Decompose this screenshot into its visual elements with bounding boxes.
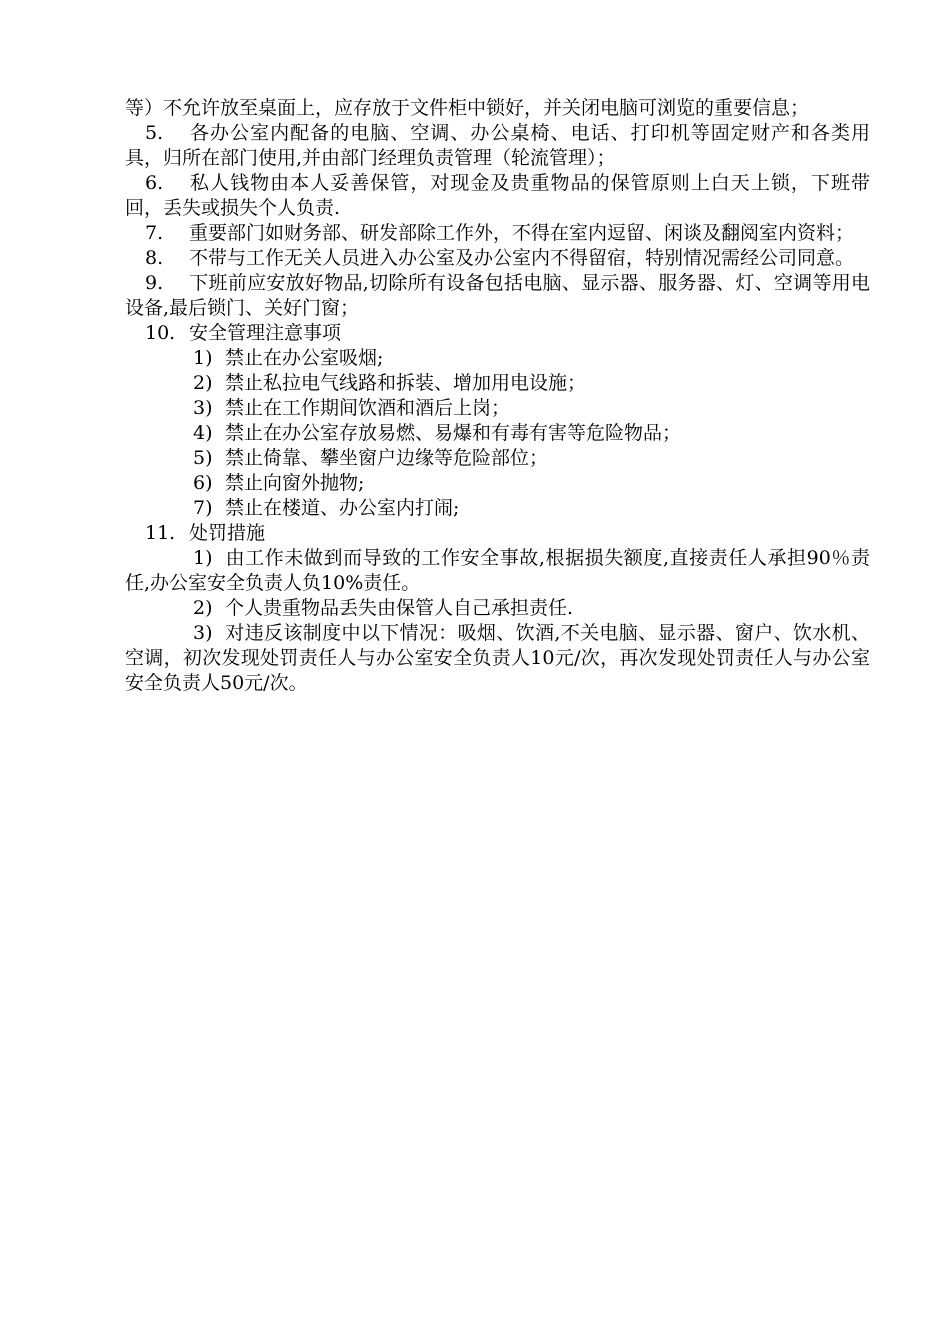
sub-item-number: 5) [193, 447, 213, 469]
sub-item-number: 1) [193, 547, 213, 569]
sub-item-text: 禁止私拉电气线路和拆装、增加用电设施； [225, 372, 587, 394]
list-item-5 [125, 121, 870, 171]
sub-item-number: 2) [193, 597, 213, 619]
item-text: 不带与工作无关人员进入办公室及办公室内不得留宿，特别情况需经公司同意。 [189, 247, 855, 269]
item-number: 5. [145, 122, 164, 144]
sub-item-number: 3) [193, 397, 213, 419]
document-page [125, 96, 870, 696]
section-number: 11. [145, 522, 176, 544]
sub-item-text: 禁止在工作期间饮酒和酒后上岗； [225, 397, 511, 419]
section-title: 处罚措施 [189, 522, 266, 544]
penalty-item [125, 621, 870, 696]
item-text: 重要部门如财务部、研发部除工作外，不得在室内逗留、闲谈及翻阅室内资料； [189, 222, 855, 244]
list-item-7 [125, 221, 870, 246]
item-number: 8. [145, 247, 164, 269]
section-title: 安全管理注意事项 [189, 322, 342, 344]
section-number: 10. [145, 322, 176, 344]
sub-item-number: 3) [193, 622, 213, 644]
intro-paragraph: 等）不允许放至桌面上，应存放于文件柜中锁好，并关闭电脑可浏览的重要信息； [125, 97, 810, 119]
sub-item-text: 禁止在楼道、办公室内打闹; [225, 497, 460, 519]
sub-item-number: 2) [193, 372, 213, 394]
item-text: 各办公室内配备的电脑、空调、办公桌椅、电话、打印机等固定财产和各类用具，归所在部门使用,并由部门经理负责管理（轮流管理）； [125, 122, 870, 169]
sub-item-number: 1) [193, 347, 213, 369]
sub-item-number: 4) [193, 422, 213, 444]
sub-item [125, 371, 870, 396]
sub-item [125, 396, 870, 421]
sub-item [125, 446, 870, 471]
item-text: 私人钱物由本人妥善保管，对现金及贵重物品的保管原则上白天上锁，下班带回，丢失或损失个人负责. [125, 172, 870, 219]
list-item-9 [125, 271, 870, 321]
item-number: 9. [145, 272, 164, 294]
sub-item-text: 由工作未做到而导致的工作安全事故,根据损失额度,直接责任人承担90％责任,办公室安全负责人负10%责任。 [125, 547, 870, 594]
section-11-heading [125, 521, 870, 546]
penalty-item [125, 596, 870, 621]
sub-item-text: 禁止在办公室吸烟; [225, 347, 384, 369]
penalty-item [125, 546, 870, 596]
item-number: 6. [145, 172, 164, 194]
sub-item [125, 471, 870, 496]
sub-item-text: 禁止在办公室存放易燃、易爆和有毒有害等危险物品； [225, 422, 682, 444]
section-10-heading [125, 321, 870, 346]
sub-item-number: 7) [193, 497, 213, 519]
sub-item-number: 6) [193, 472, 213, 494]
sub-item-text: 对违反该制度中以下情况：吸烟、饮酒,不关电脑、显示器、窗户、饮水机、空调，初次发现处罚责任人与办公室安全负责人10元/次，再次发现处罚责任人与办公室安全负责人50元/次。 [125, 622, 870, 694]
list-item-8 [125, 246, 870, 271]
sub-item [125, 346, 870, 371]
sub-item [125, 496, 870, 521]
sub-item [125, 421, 870, 446]
sub-item-text: 禁止倚靠、攀坐窗户边缘等危险部位； [225, 447, 549, 469]
sub-item-text: 禁止向窗外抛物; [225, 472, 365, 494]
list-item-6 [125, 171, 870, 221]
item-number: 7. [145, 222, 164, 244]
sub-item-text: 个人贵重物品丢失由保管人自己承担责任. [225, 597, 574, 619]
item-text: 下班前应安放好物品,切除所有设备包括电脑、显示器、服务器、灯、空调等用电设备,最后锁门、关好门窗； [125, 272, 870, 319]
